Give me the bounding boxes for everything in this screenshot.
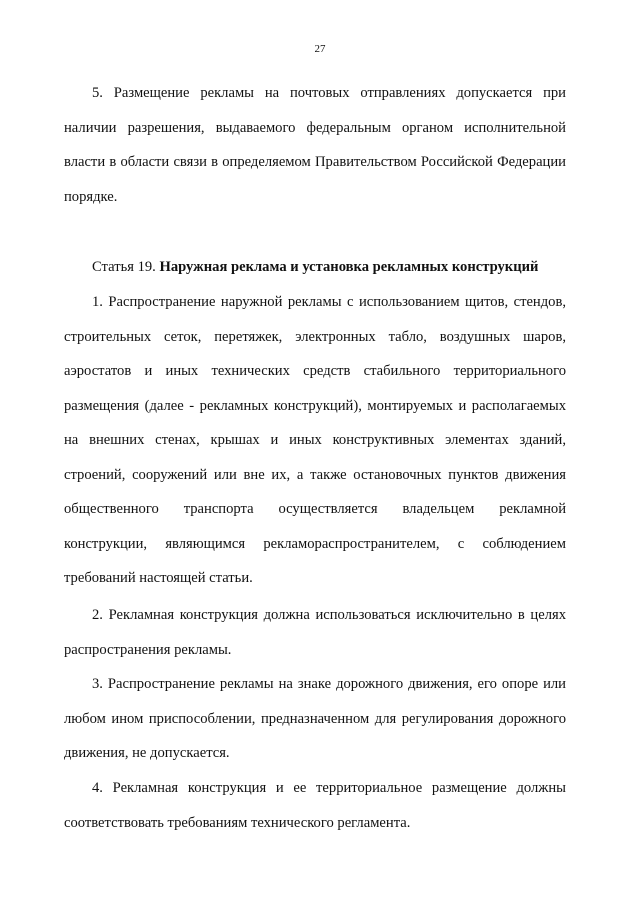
paragraph-5-postal-advertising: 5. Размещение рекламы на почтовых отправлениях допускается при наличии разрешения, выдаваемого федеральным органом исполнительной власти в области связи в определяемом Правительством Российской Федерации порядке.: [64, 85, 566, 205]
page-number: 27: [314, 43, 326, 55]
paragraph-1-outdoor-advertising: 1. Распространение наружной рекламы с использованием щитов, стендов, строительных сеток, перетяжек, электронных табло, воздушных шаров, аэростатов и иных технических средств стабильного территориального размещения (далее - рекламных конструкций), монтируемых и располагаемых на внешних стенах, крышах и иных конструктивных элементах зданий, строений, сооружений или вне их, а также остановочных пунктов движения общественного транспорта осуществляется владельцем рекламной конструкции, являющимся рекламораспространителем, с соблюдением требований настоящей статьи.: [64, 294, 566, 586]
paragraph-3-road-sign-ban: 3. Распространение рекламы на знаке дорожного движения, его опоре или любом ином приспособлении, предназначенном для регулирования дорожного движения, не допускается.: [64, 676, 566, 761]
paragraph-2-advertising-structure-use: 2. Рекламная конструкция должна использоваться исключительно в целях распространения рекламы.: [64, 607, 566, 658]
article-number: Статья 19.: [92, 259, 160, 275]
article-title: Наружная реклама и установка рекламных конструкций: [159, 259, 539, 275]
paragraph-4-technical-regulation: 4. Рекламная конструкция и ее территориальное размещение должны соответствовать требованиям технического регламента.: [64, 780, 566, 831]
article-heading: [92, 250, 538, 284]
